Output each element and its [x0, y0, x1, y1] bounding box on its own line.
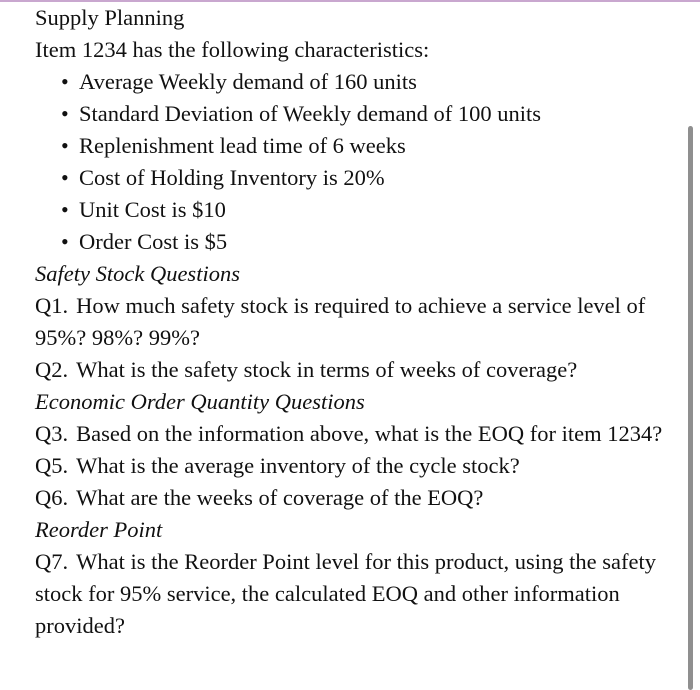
list-item: • Standard Deviation of Weekly demand of 100 units [61, 98, 680, 130]
question-text: What is the Reorder Point level for this product, using the safety stock for 95% service, the calculated EOQ and other information provided? [35, 549, 656, 638]
section-heading-safety-stock: Safety Stock Questions [35, 261, 240, 286]
bullet-icon: • [61, 229, 69, 254]
question-q6 [35, 482, 680, 514]
question-q7 [35, 546, 680, 642]
list-item: • Order Cost is $5 [61, 226, 680, 258]
question-text: What are the weeks of coverage of the EOQ? [76, 485, 484, 510]
document-title: Supply Planning [35, 5, 185, 30]
question-number: Q5. [35, 453, 69, 478]
question-number: Q1. [35, 293, 69, 318]
list-item: • Replenishment lead time of 6 weeks [61, 130, 680, 162]
question-q5 [35, 450, 680, 482]
list-item: • Unit Cost is $10 [61, 194, 680, 226]
question-number: Q7. [35, 549, 69, 574]
bullet-icon: • [61, 133, 69, 158]
list-item: • Cost of Holding Inventory is 20% [61, 162, 680, 194]
list-item: • Average Weekly demand of 160 units [61, 66, 680, 98]
scrollbar[interactable] [688, 126, 693, 690]
document-body [35, 2, 680, 642]
characteristics-list [35, 66, 680, 258]
question-q2 [35, 354, 680, 386]
question-text: Based on the information above, what is the EOQ for item 1234? [76, 421, 663, 446]
question-number: Q2. [35, 357, 69, 382]
question-text: What is the average inventory of the cycle stock? [76, 453, 520, 478]
bullet-icon: • [61, 69, 69, 94]
section-heading-eoq: Economic Order Quantity Questions [35, 389, 365, 414]
section-heading-reorder-point: Reorder Point [35, 517, 163, 542]
bullet-icon: • [61, 165, 69, 190]
intro-text: Item 1234 has the following characteristics: [35, 37, 430, 62]
question-text: What is the safety stock in terms of weeks of coverage? [76, 357, 578, 382]
bullet-icon: • [61, 197, 69, 222]
question-number: Q3. [35, 421, 69, 446]
question-q3 [35, 418, 680, 450]
question-q1 [35, 290, 680, 354]
bullet-icon: • [61, 101, 69, 126]
question-text: How much safety stock is required to achieve a service level of 95%? 98%? 99%? [35, 293, 646, 350]
question-number: Q6. [35, 485, 69, 510]
